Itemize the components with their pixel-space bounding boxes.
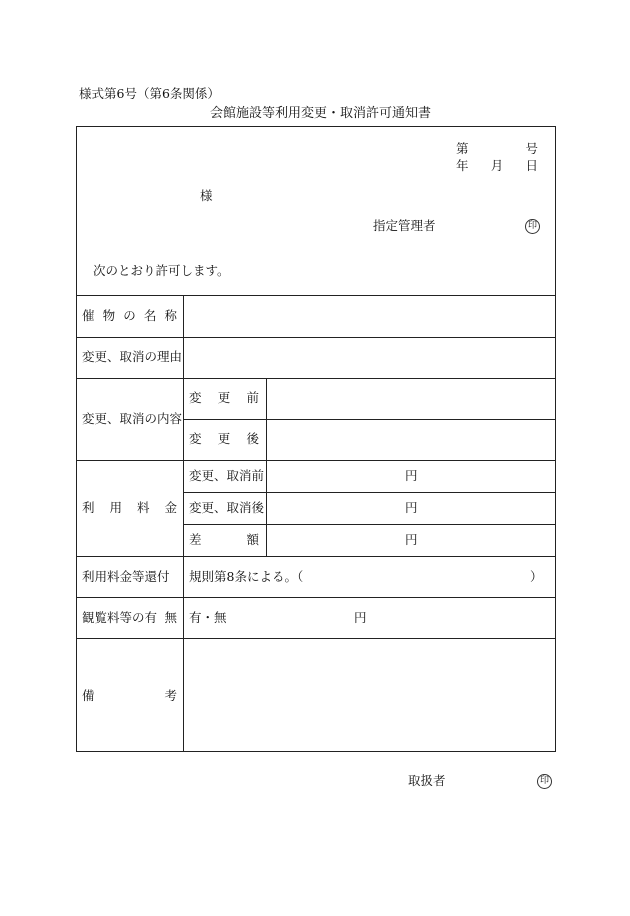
row-divider [76,337,556,338]
event-name-label: 催 物 の 名 称 [82,308,177,323]
column-divider [183,295,184,752]
row-divider [76,378,556,379]
column-divider [266,378,267,556]
fee-difference-unit: 円 [405,532,418,547]
fee-refund-label: 利用料金等還付 [82,569,170,584]
date-year: 年 [456,158,469,173]
document-title: 会館施設等利用変更・取消許可通知書 [210,106,432,121]
date-month: 月 [490,158,504,173]
fee-before-unit: 円 [405,468,418,483]
seal-icon: 印 [537,774,552,789]
form-table [76,126,556,752]
change-content-label: 変更、取消の内容 [82,411,183,426]
issuer-label: 指定管理者 [373,218,436,233]
row-divider [76,556,556,557]
viewing-fee-unit: 円 [354,610,367,625]
seal-icon: 印 [525,219,540,234]
content-after-label: 変 更 後 [189,431,259,446]
fee-after-label: 変更、取消後 [189,500,265,515]
handler-label: 取扱者 [408,773,446,788]
viewing-fee-value: 有・無 [189,610,227,625]
row-divider [76,638,556,639]
row-divider [183,419,556,420]
permission-statement: 次のとおり許可します。 [93,263,230,278]
document-number [456,143,538,156]
row-divider [183,492,556,493]
fee-after-unit: 円 [405,500,418,515]
number-suffix: 号 [525,141,538,156]
addressee-suffix: 様 [200,188,213,203]
form-label: 様式第6号（第6条関係） [79,86,220,101]
content-before-label: 変 更 前 [189,390,259,405]
row-divider [76,597,556,598]
date-day: 日 [525,158,538,173]
row-divider [76,460,556,461]
refund-close-paren: ） [530,569,543,584]
change-reason-label: 変更、取消の理由 [82,349,183,364]
issue-date [456,160,538,173]
row-divider [183,524,556,525]
remarks-label: 備 考 [82,688,177,703]
number-prefix: 第 [456,141,469,156]
viewing-fee-label: 観覧料等の有 無 [82,610,177,625]
refund-rule-text: 規則第8条による。（ [189,569,304,584]
row-divider [76,295,556,296]
fee-before-label: 変更、取消前 [189,468,265,483]
fee-difference-label: 差 額 [189,532,259,547]
usage-fee-label: 利 用 料 金 [82,500,177,515]
